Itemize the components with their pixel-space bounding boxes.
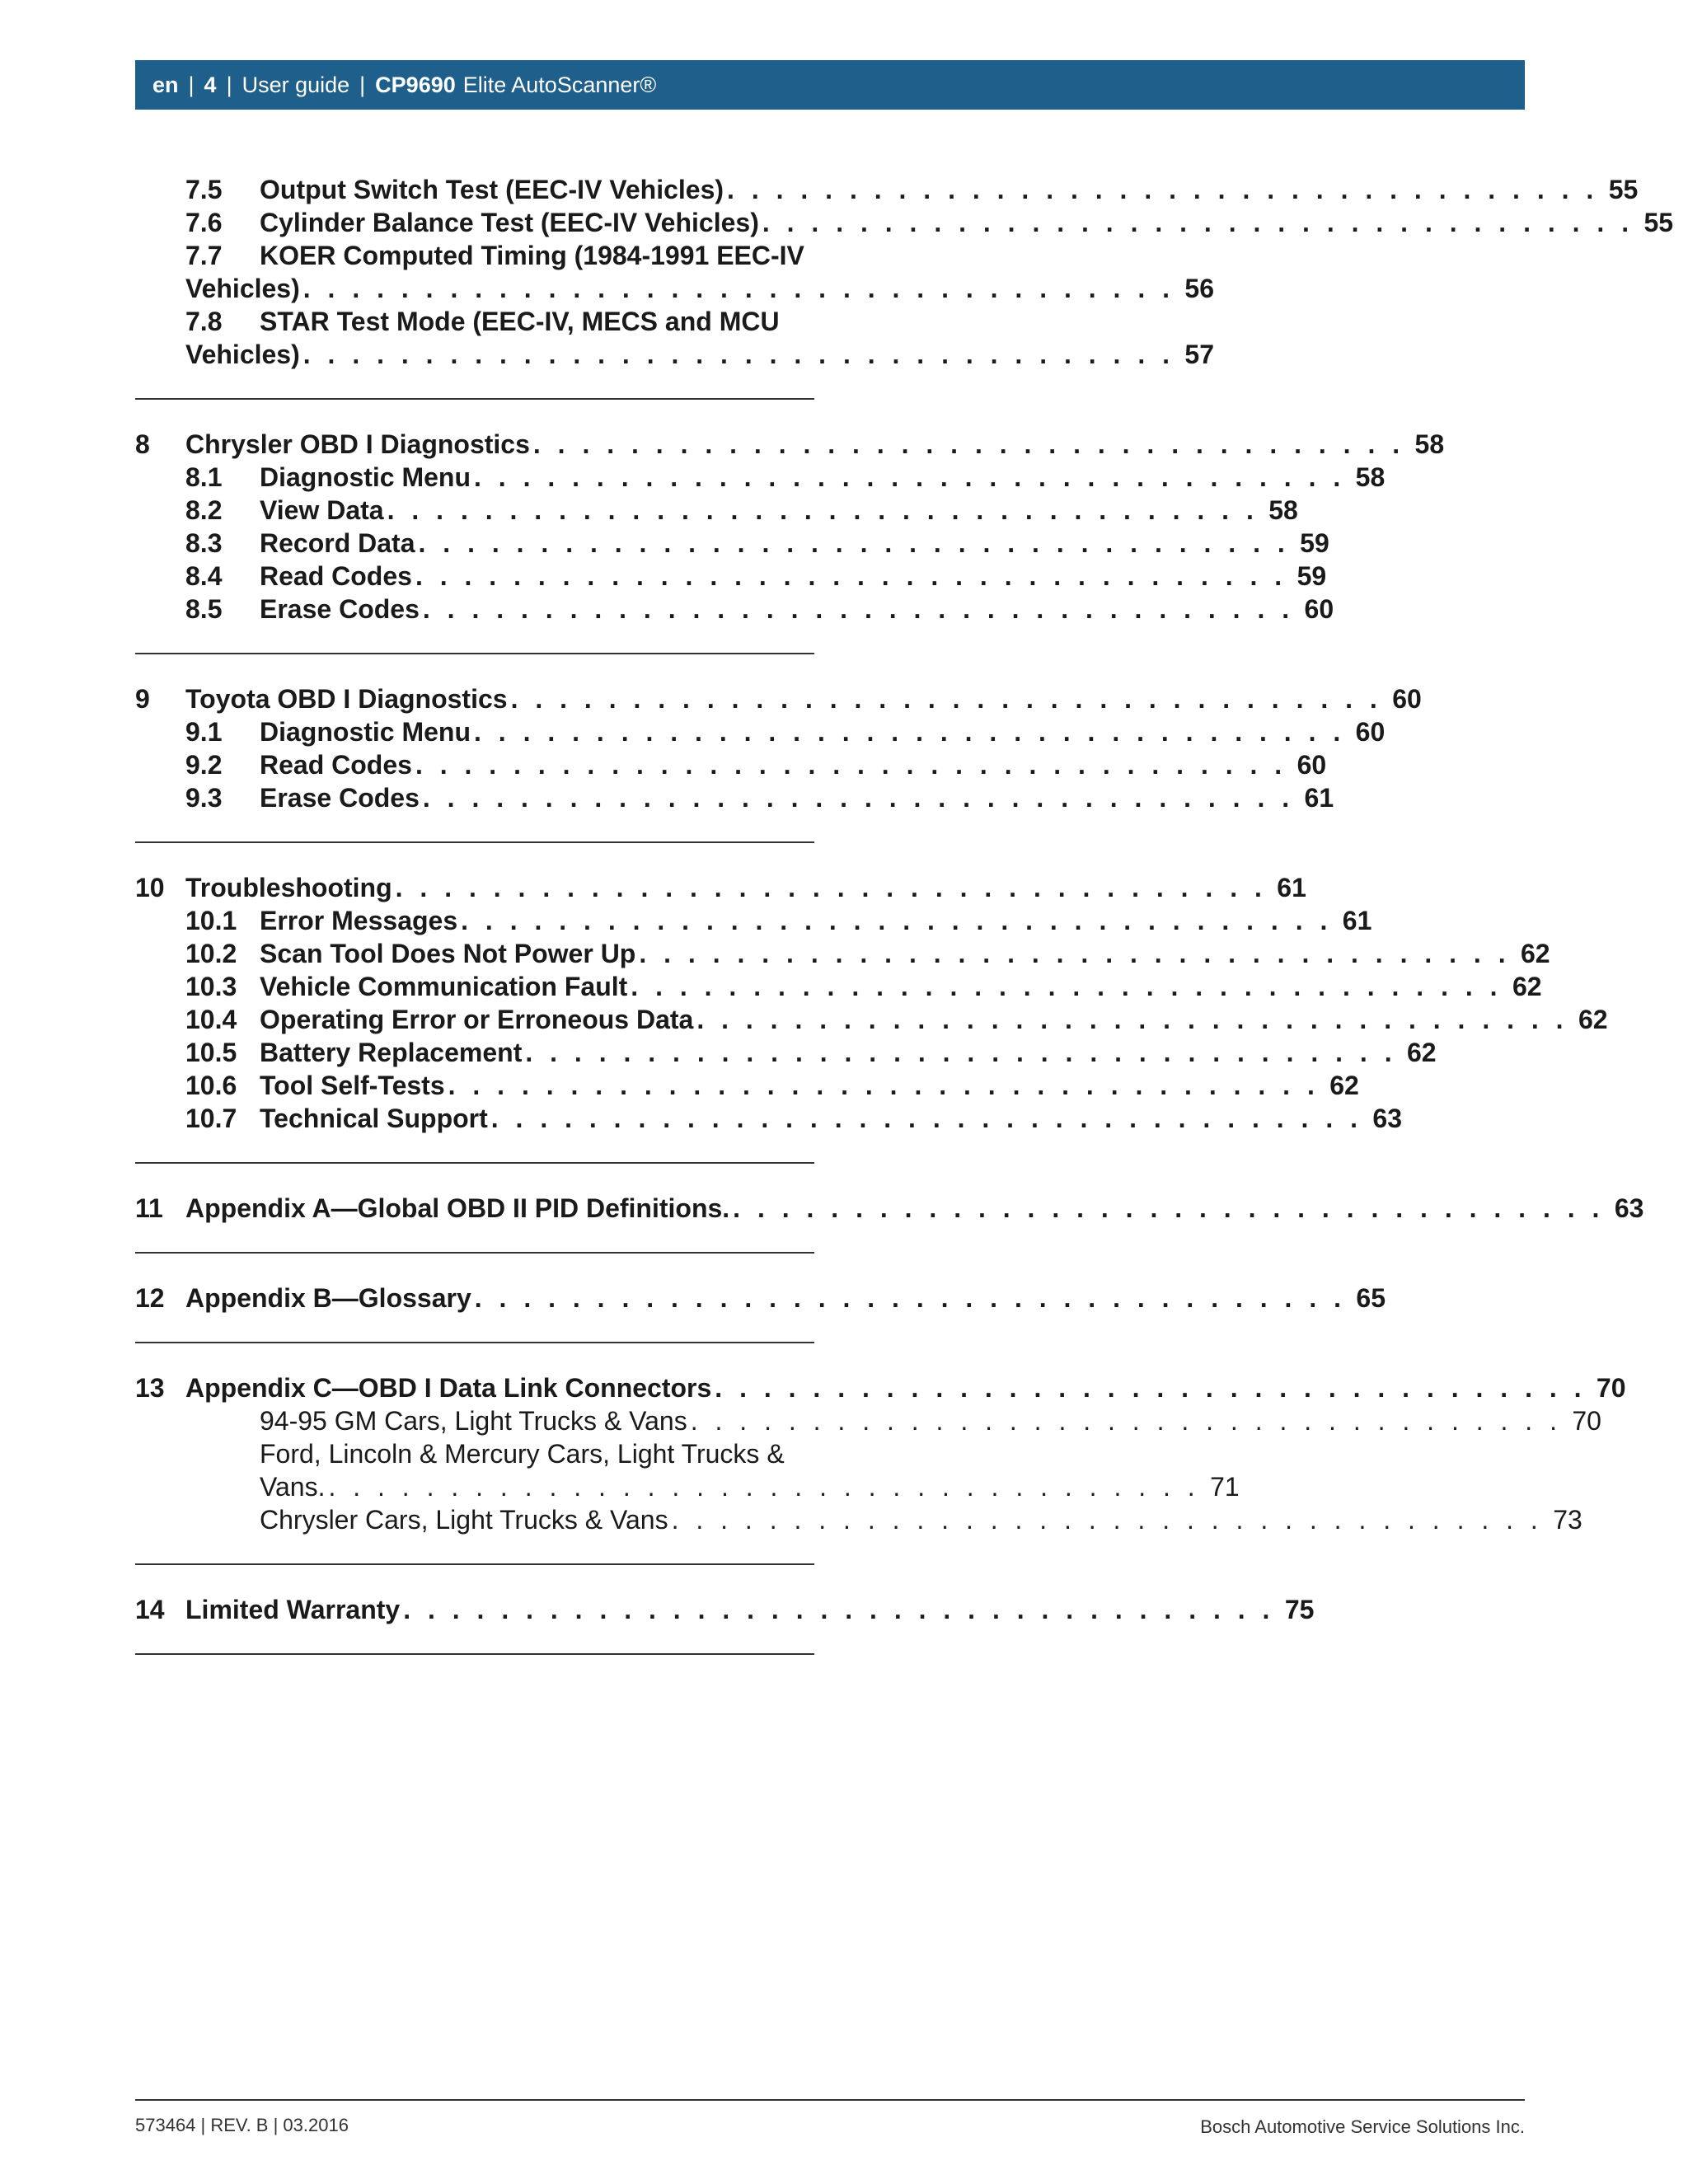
toc-sub-entry-continuation[interactable]: Vans. . . . . . . . . . . . . . . . . . . . . . . . . . . . . . . . . . . . . 71 [260,1472,1240,1502]
toc-entry[interactable]: 7.6 Cylinder Balance Test (EEC-IV Vehicles) . . . . . . . . . . . . . . . . . . . . . . . . . . . . . . . . . . . . 55 [185,208,1674,237]
toc-chapter-entry[interactable]: 8 Chrysler OBD I Diagnostics . . . . . . . . . . . . . . . . . . . . . . . . . . . . . . . . . . . . 58 [135,429,1445,459]
header-product: Elite AutoScanner® [462,72,657,97]
header-separator: | [226,72,232,97]
toc-sub-entry[interactable]: Chrysler Cars, Light Trucks & Vans . . . . . . . . . . . . . . . . . . . . . . . . . . . . . . . . . . . . 73 [260,1505,1582,1535]
footer-doc-reference: 573464 | REV. B | 03.2016 [135,2115,349,2135]
toc-group-12 [135,1282,1386,1343]
page-header-bar [135,60,1525,110]
toc-entry[interactable]: 9.3 Erase Codes . . . . . . . . . . . . . . . . . . . . . . . . . . . . . . . . . . . . 61 [185,783,1334,813]
header-model: CP9690 [375,72,456,97]
toc-entry[interactable]: 10.5 Battery Replacement . . . . . . . . . . . . . . . . . . . . . . . . . . . . . . . . . . . . 62 [185,1038,1437,1067]
toc-entry[interactable]: 8.3 Record Data . . . . . . . . . . . . . . . . . . . . . . . . . . . . . . . . . . . . 59 [185,528,1329,558]
footer-divider [135,2099,1525,2101]
toc-chapter-entry[interactable]: 10 Troubleshooting . . . . . . . . . . . . . . . . . . . . . . . . . . . . . . . . . . . . 61 [135,873,1306,902]
footer-company: Bosch Automotive Service Solutions Inc. [1200,2116,1525,2137]
toc-entry[interactable]: 9.1 Diagnostic Menu . . . . . . . . . . . . . . . . . . . . . . . . . . . . . . . . . . . . 60 [185,717,1386,747]
toc-entry[interactable]: 10.4 Operating Error or Erroneous Data . . . . . . . . . . . . . . . . . . . . . . . . . . . . . . . . . . . . 62 [185,1005,1608,1034]
toc-chapter-entry[interactable]: 13 Appendix C—OBD I Data Link Connectors . . . . . . . . . . . . . . . . . . . . . . . . . . . . . . . . . . . . 70 [135,1373,1626,1403]
header-page-number: 4 [204,72,217,97]
toc-entry-continuation[interactable]: Vehicles) . . . . . . . . . . . . . . . . . . . . . . . . . . . . . . . . . . . . 57 [185,340,1214,369]
toc-entry[interactable]: 10.7 Technical Support . . . . . . . . . . . . . . . . . . . . . . . . . . . . . . . . . . . . 63 [185,1104,1402,1133]
toc-entry[interactable]: 8.1 Diagnostic Menu . . . . . . . . . . . . . . . . . . . . . . . . . . . . . . . . . . . . 58 [185,462,1386,492]
toc-entry[interactable]: 10.6 Tool Self-Tests . . . . . . . . . . . . . . . . . . . . . . . . . . . . . . . . . . . . 62 [185,1071,1359,1100]
header-language: en [152,72,179,97]
toc-group-13 [135,1371,1626,1565]
toc-entry[interactable]: 10.1 Error Messages . . . . . . . . . . . . . . . . . . . . . . . . . . . . . . . . . . . . 61 [185,906,1372,935]
toc-entry[interactable]: 8.5 Erase Codes . . . . . . . . . . . . . . . . . . . . . . . . . . . . . . . . . . . . 60 [185,594,1334,624]
toc-group-11 [135,1192,1644,1254]
toc-entry[interactable]: 10.3 Vehicle Communication Fault . . . . . . . . . . . . . . . . . . . . . . . . . . . . . . . . . . . . 62 [185,972,1542,1001]
header-separator: | [188,72,195,97]
toc-entry[interactable]: 10.2 Scan Tool Does Not Power Up . . . . . . . . . . . . . . . . . . . . . . . . . . . . . . . . . . . . 62 [185,939,1550,968]
table-of-contents [135,173,1674,1683]
toc-entry[interactable]: 8.2 View Data . . . . . . . . . . . . . . . . . . . . . . . . . . . . . . . . . . . . 58 [185,495,1298,525]
toc-entry[interactable]: 7.5 Output Switch Test (EEC-IV Vehicles) . . . . . . . . . . . . . . . . . . . . . . . . . . . . . . . . . . . . 55 [185,175,1639,204]
toc-entry-continuation[interactable]: Vehicles) . . . . . . . . . . . . . . . . . . . . . . . . . . . . . . . . . . . . 56 [185,274,1214,303]
toc-sub-entry[interactable]: Ford, Lincoln & Mercury Cars, Light Trucks & [260,1439,785,1469]
header-doc-type: User guide [241,72,350,97]
toc-sub-entry[interactable]: 94-95 GM Cars, Light Trucks & Vans . . . . . . . . . . . . . . . . . . . . . . . . . . . . . . . . . . . . 70 [260,1406,1601,1436]
toc-group-10 [135,871,1608,1164]
toc-chapter-entry[interactable]: 12 Appendix B—Glossary . . . . . . . . . . . . . . . . . . . . . . . . . . . . . . . . . . . . 65 [135,1283,1386,1313]
toc-entry[interactable]: 7.7 KOER Computed Timing (1984-1991 EEC-IV [185,241,804,270]
header-separator: | [359,72,366,97]
toc-entry[interactable]: 9.2 Read Codes . . . . . . . . . . . . . . . . . . . . . . . . . . . . . . . . . . . . 60 [185,750,1327,780]
toc-entry[interactable]: 8.4 Read Codes . . . . . . . . . . . . . . . . . . . . . . . . . . . . . . . . . . . . 59 [185,561,1327,591]
toc-entry[interactable]: 7.8 STAR Test Mode (EEC-IV, MECS and MCU [185,307,780,336]
toc-chapter-entry[interactable]: 9 Toyota OBD I Diagnostics . . . . . . . . . . . . . . . . . . . . . . . . . . . . . . . . . . . . 60 [135,684,1422,714]
toc-group-14 [135,1593,1315,1655]
toc-group-7 [135,173,1674,400]
toc-chapter-entry[interactable]: 14 Limited Warranty . . . . . . . . . . . . . . . . . . . . . . . . . . . . . . . . . . . . 75 [135,1595,1315,1624]
toc-group-8 [135,428,1445,654]
toc-chapter-entry[interactable]: 11 Appendix A—Global OBD II PID Definitions. . . . . . . . . . . . . . . . . . . . . . . . . . . . . . . . . . . . . 63 [135,1193,1644,1223]
toc-group-9 [135,682,1422,843]
